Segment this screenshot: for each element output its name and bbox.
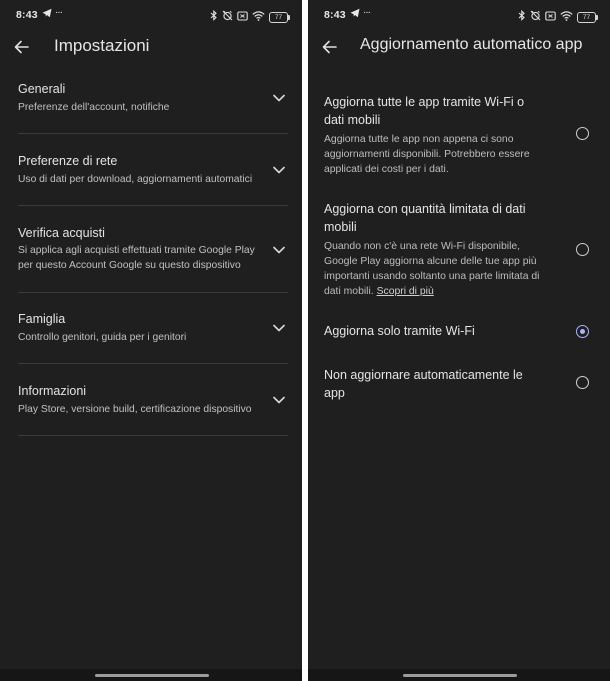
page-title: Aggiornamento automatico app: [360, 36, 583, 53]
option-title: Non aggiornare automaticamente le app: [324, 368, 523, 400]
sim-icon: [237, 8, 248, 26]
battery-icon: 77: [269, 12, 288, 23]
radio-button[interactable]: [576, 376, 589, 389]
wifi-icon: [252, 8, 265, 26]
settings-item-title: Verifica acquisti: [18, 226, 105, 240]
notification-dots: ···: [55, 7, 62, 18]
radio-button-selected[interactable]: [576, 325, 589, 338]
home-gesture-handle[interactable]: [95, 674, 209, 677]
telegram-icon: [350, 8, 360, 21]
divider: [18, 133, 288, 134]
alarm-off-icon: [222, 8, 233, 26]
chevron-down-icon[interactable]: [273, 396, 285, 404]
settings-item-subtitle: Si applica agli acquisti effettuati tramite Google Play per questo Account Google su questo dispositivo: [18, 245, 255, 271]
settings-item-title: Generali: [18, 82, 66, 96]
divider: [18, 205, 288, 206]
divider: [18, 363, 288, 364]
divider: [18, 435, 288, 436]
telegram-icon: [42, 8, 52, 21]
settings-item-famiglia[interactable]: [18, 311, 288, 346]
settings-item-subtitle: Uso di dati per download, aggiornamenti automatici: [18, 174, 253, 185]
settings-item-subtitle: Play Store, versione build, certificazione dispositivo: [18, 404, 252, 415]
page-title: Impostazioni: [54, 36, 150, 55]
settings-screen: [0, 0, 302, 681]
option-title: Aggiorna solo tramite Wi-Fi: [324, 324, 475, 338]
settings-item-subtitle: Preferenze dell'account, notifiche: [18, 102, 170, 113]
option-title: Aggiorna con quantità limitata di dati mobili: [324, 202, 526, 234]
divider: [18, 292, 288, 293]
bluetooth-icon: [210, 8, 218, 26]
chevron-down-icon[interactable]: [273, 246, 285, 254]
alarm-off-icon: [530, 8, 541, 26]
notification-dots: ···: [363, 7, 370, 18]
back-arrow-icon[interactable]: [320, 38, 340, 56]
battery-icon: 77: [577, 12, 596, 23]
option-limited-mobile-data[interactable]: [324, 200, 602, 299]
status-time: 8:43: [16, 9, 38, 21]
settings-item-title: Informazioni: [18, 384, 87, 398]
settings-item-subtitle: Controllo genitori, guida per i genitori: [18, 332, 187, 343]
sim-icon: [545, 8, 556, 26]
status-bar: [0, 0, 302, 30]
option-wifi-or-mobile[interactable]: [324, 93, 602, 177]
status-bar: [308, 0, 610, 30]
option-no-auto-update[interactable]: [324, 366, 602, 402]
option-description: [324, 239, 546, 299]
option-description: Aggiorna tutte le app non appena ci sono aggiornamenti disponibili. Potrebbero essere applicati dei costi per i dati.: [324, 134, 530, 175]
option-description-text: Quando non c'è una rete Wi-Fi disponibile, Google Play aggiorna alcune delle tue app più importanti usando soltanto una parte limitata di dati mobili.: [324, 241, 540, 297]
app-bar: [0, 30, 302, 64]
chevron-down-icon[interactable]: [273, 324, 285, 332]
status-time: 8:43: [324, 9, 346, 21]
chevron-down-icon[interactable]: [273, 166, 285, 174]
radio-button[interactable]: [576, 127, 589, 140]
back-arrow-icon[interactable]: [12, 38, 32, 56]
status-icons: [518, 8, 596, 26]
app-bar: [308, 30, 610, 64]
wifi-icon: [560, 8, 573, 26]
settings-item-title: Preferenze di rete: [18, 154, 118, 168]
navigation-bar: [0, 669, 302, 681]
radio-button[interactable]: [576, 243, 589, 256]
settings-item-preferenze-rete[interactable]: [18, 153, 288, 188]
settings-item-informazioni[interactable]: [18, 383, 288, 418]
option-title: Aggiorna tutte le app tramite Wi-Fi o dati mobili: [324, 95, 525, 127]
settings-item-verifica-acquisti[interactable]: [18, 225, 288, 273]
settings-item-generali[interactable]: [18, 81, 288, 116]
auto-update-screen: [308, 0, 610, 681]
learn-more-link[interactable]: Scopri di più: [376, 286, 434, 297]
chevron-down-icon[interactable]: [273, 94, 285, 102]
option-wifi-only[interactable]: [324, 322, 602, 340]
settings-item-title: Famiglia: [18, 312, 66, 326]
navigation-bar: [308, 669, 610, 681]
home-gesture-handle[interactable]: [403, 674, 517, 677]
status-icons: [210, 8, 288, 26]
bluetooth-icon: [518, 8, 526, 26]
